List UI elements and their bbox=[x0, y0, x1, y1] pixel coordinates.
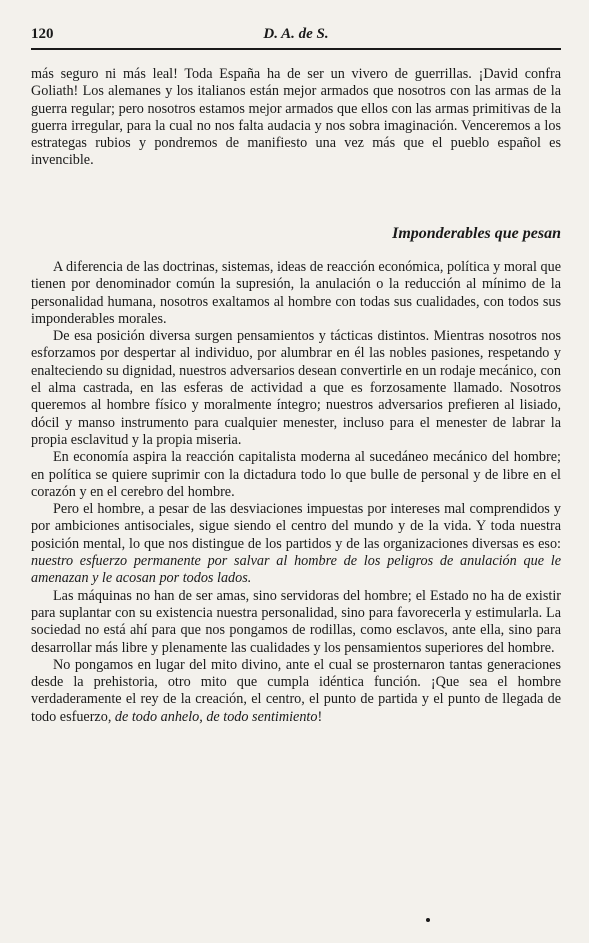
section-body bbox=[31, 259, 561, 726]
paragraph-text: No pongamos en lugar del mito divino, ante el cual se prosternaron tantas generaciones desde la prehistoria, otro mito que cumpla idéntica función. ¡Que sea el hombre verdaderamente el rey de la creación, el centro, el punto de partida y el punto de llegada de todo esfuerzo, bbox=[31, 656, 561, 725]
paragraph bbox=[31, 449, 561, 501]
paragraph-text: Las máquinas no han de ser amas, sino servidoras del hombre; el Estado no ha de existir para suplantar con su existencia nuestra personalidad, sino para favorecerla y estimularla. La sociedad no está ahí para que nos pongamos de rodillas, como esclavos, ante ella, sino para desarrollar más libre y plenamente las cualidades y los pensamientos superiores del hombre. bbox=[31, 587, 561, 656]
paragraph bbox=[31, 328, 561, 449]
paragraph-text: En economía aspira la reacción capitalista moderna al sucedáneo mecánico del hombre; en política se quiere suprimir con la dictadura todo lo que bulle de personal y de libre en el corazón y en el cerebro del hombre. bbox=[31, 449, 561, 500]
paragraph-text: A diferencia de las doctrinas, sistemas, ideas de reacción económica, política y moral que tienen por denominador común la supresión, la anulación o la reducción al mínimo de la personalidad humana, nosotros exaltamos al hombre con todas sus cualidades, con todos sus imponderables morales. bbox=[31, 259, 561, 327]
paragraph bbox=[31, 501, 561, 587]
running-head: D. A. de S. bbox=[263, 26, 329, 42]
paragraph bbox=[31, 259, 561, 328]
page-header bbox=[31, 26, 561, 48]
paragraph bbox=[31, 657, 561, 726]
header-rule bbox=[31, 48, 561, 50]
paragraph-tail: ! bbox=[317, 708, 323, 725]
paragraph bbox=[31, 588, 561, 657]
section-title: Imponderables que pesan bbox=[392, 225, 561, 242]
ink-dot bbox=[426, 918, 430, 922]
paragraph-italic: de todo anhelo, de todo sentimiento bbox=[114, 708, 318, 725]
page-number: 120 bbox=[31, 26, 54, 42]
intro-text bbox=[31, 66, 561, 170]
intro-paragraph: más seguro ni más leal! Toda España ha de ser un vivero de guerrillas. ¡David confra Goliath! Los alemanes y los italianos están mejor armados que nosotros con las armas de la guerra regular; pero nosotros estamos mejor armados que ellos con las armas primitivas de la guerra irregular, para la cual no nos falta audacia y nos sobra imaginación. Venceremos a los estrategas rubios y pondremos de manifiesto una vez más que el pueblo español es invencible. bbox=[31, 66, 561, 169]
paragraph-italic: nuestro esfuerzo permanente por salvar al hombre de los peligros de anulación que le amenazan y le acosan por todos lados. bbox=[31, 553, 561, 587]
paragraph-text: Pero el hombre, a pesar de las desviaciones impuestas por intereses mal comprendidos y por ambiciones antisociales, sigue siendo el centro del mundo y de la vida. Y toda nuestra posición mental, lo que nos distingue de los partidos y de las organizaciones diversas es eso: bbox=[31, 501, 561, 552]
paragraph-text: De esa posición diversa surgen pensamientos y tácticas distintos. Mientras nosotros nos esforzamos por despertar al individuo, por alumbrar en él las nobles pasiones, respetando y enalteciendo su dignidad, nuestros adversarios desean convertirle en un rodaje mecánico, con el alma castrada, en las esferas de actividad a que es forzosamente llamado. Nosotros queremos al hombre físico y moralmente íntegro; nuestros adversarios prefieren al lisiado, dócil y manso instrumento para cualquier menester, incluso para el menester de labrar la propia esclavitud y la propia miseria. bbox=[31, 328, 561, 448]
